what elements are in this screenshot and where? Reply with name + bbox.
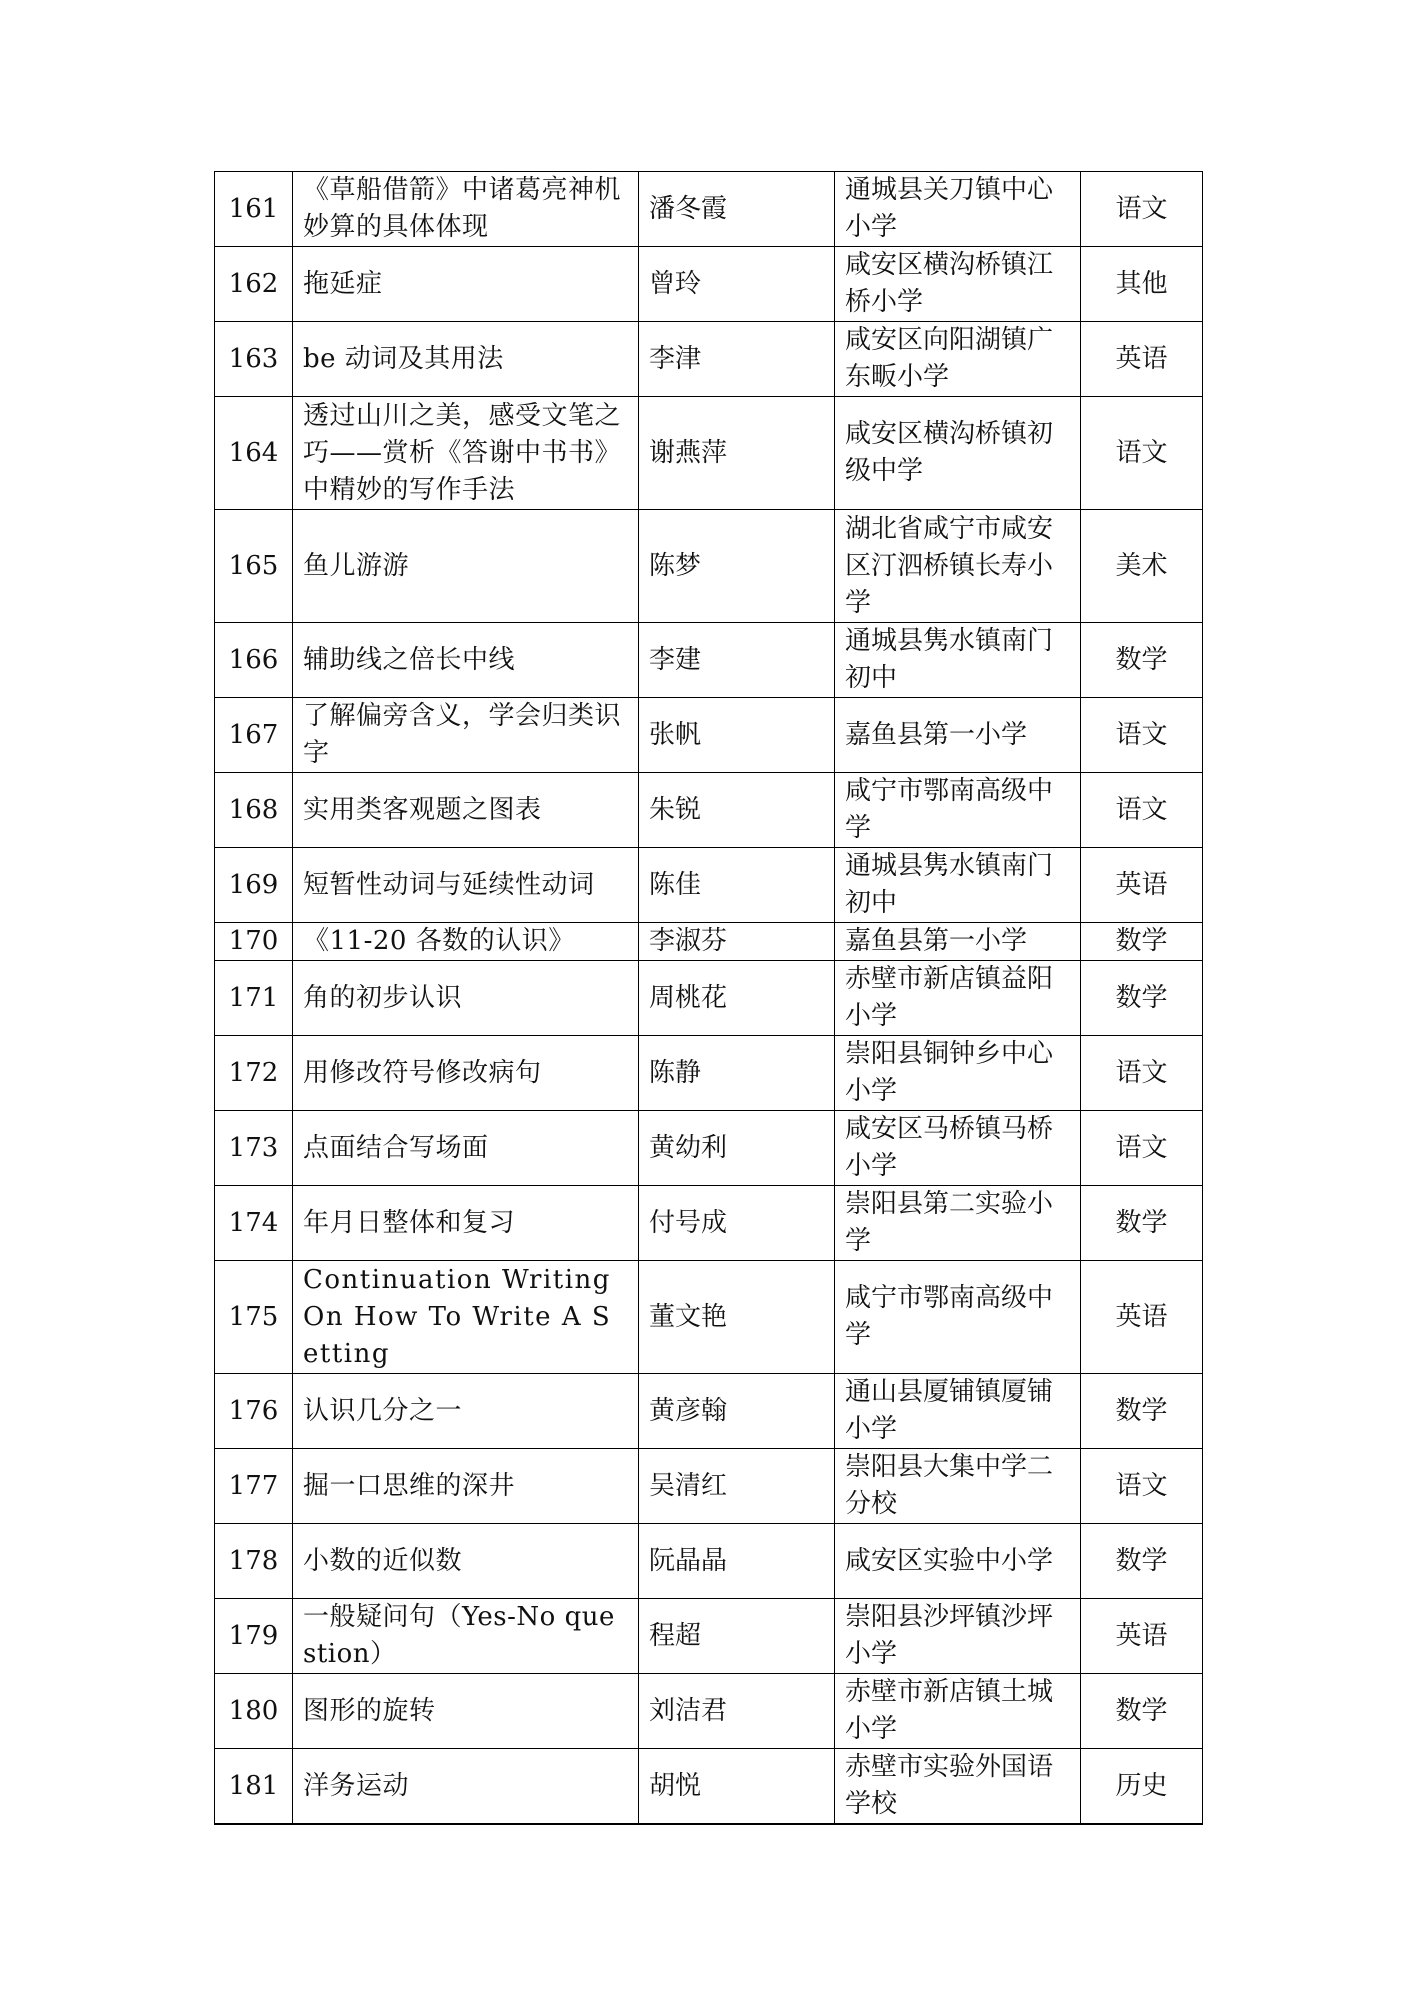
row-number-cell: 180: [215, 1674, 293, 1749]
table-row: [215, 1524, 1203, 1599]
teacher-name-cell: 阮晶晶: [639, 1524, 835, 1599]
subject-cell: 数学: [1081, 1374, 1203, 1449]
teacher-name-cell: 朱锐: [639, 773, 835, 848]
school-name-cell: 咸安区横沟桥镇初级中学: [835, 397, 1081, 510]
table-row: [215, 848, 1203, 923]
subject-cell: 英语: [1081, 1599, 1203, 1674]
teacher-name-cell: 周桃花: [639, 961, 835, 1036]
subject-cell: 历史: [1081, 1749, 1203, 1825]
course-title-cell: 短暂性动词与延续性动词: [293, 848, 639, 923]
table-row: [215, 322, 1203, 397]
school-name-cell: 赤壁市新店镇益阳小学: [835, 961, 1081, 1036]
row-number-cell: 168: [215, 773, 293, 848]
table-row: [215, 1674, 1203, 1749]
row-number-cell: 162: [215, 247, 293, 322]
row-number-cell: 178: [215, 1524, 293, 1599]
school-name-cell: 咸安区向阳湖镇广东畈小学: [835, 322, 1081, 397]
table-row: [215, 247, 1203, 322]
subject-cell: 英语: [1081, 1261, 1203, 1374]
course-title-cell: 《11-20 各数的认识》: [293, 923, 639, 961]
course-title-cell: 透过山川之美，感受文笔之巧——赏析《答谢中书书》中精妙的写作手法: [293, 397, 639, 510]
subject-cell: 数学: [1081, 923, 1203, 961]
course-title-cell: 《草船借箭》中诸葛亮神机妙算的具体体现: [293, 172, 639, 247]
row-number-cell: 163: [215, 322, 293, 397]
subject-cell: 语文: [1081, 1036, 1203, 1111]
teacher-name-cell: 李建: [639, 623, 835, 698]
table-body: [215, 172, 1203, 1825]
school-name-cell: 咸安区马桥镇马桥小学: [835, 1111, 1081, 1186]
row-number-cell: 173: [215, 1111, 293, 1186]
teacher-name-cell: 程超: [639, 1599, 835, 1674]
school-name-cell: 咸宁市鄂南高级中学: [835, 1261, 1081, 1374]
course-title-cell: 一般疑问句（Yes-No question）: [293, 1599, 639, 1674]
row-number-cell: 174: [215, 1186, 293, 1261]
subject-cell: 语文: [1081, 698, 1203, 773]
subject-cell: 语文: [1081, 1449, 1203, 1524]
subject-cell: 美术: [1081, 510, 1203, 623]
teacher-name-cell: 黄幼利: [639, 1111, 835, 1186]
row-number-cell: 181: [215, 1749, 293, 1825]
teacher-name-cell: 李淑芬: [639, 923, 835, 961]
school-name-cell: 湖北省咸宁市咸安区汀泗桥镇长寿小学: [835, 510, 1081, 623]
teacher-name-cell: 陈佳: [639, 848, 835, 923]
subject-cell: 数学: [1081, 1524, 1203, 1599]
subject-cell: 数学: [1081, 1674, 1203, 1749]
course-title-cell: be 动词及其用法: [293, 322, 639, 397]
table-row: [215, 961, 1203, 1036]
table-row: [215, 1186, 1203, 1261]
table-row: [215, 1749, 1203, 1825]
table-row: [215, 1599, 1203, 1674]
row-number-cell: 175: [215, 1261, 293, 1374]
teacher-name-cell: 董文艳: [639, 1261, 835, 1374]
row-number-cell: 161: [215, 172, 293, 247]
table-row: [215, 1261, 1203, 1374]
teacher-name-cell: 付号成: [639, 1186, 835, 1261]
course-title-cell: 了解偏旁含义，学会归类识字: [293, 698, 639, 773]
table-row: [215, 1374, 1203, 1449]
teacher-name-cell: 胡悦: [639, 1749, 835, 1825]
course-title-cell: Continuation Writing On How To Write A Setting: [293, 1261, 639, 1374]
school-name-cell: 通城县隽水镇南门初中: [835, 623, 1081, 698]
row-number-cell: 166: [215, 623, 293, 698]
table-row: [215, 172, 1203, 247]
table-row: [215, 698, 1203, 773]
school-name-cell: 崇阳县沙坪镇沙坪小学: [835, 1599, 1081, 1674]
subject-cell: 语文: [1081, 773, 1203, 848]
school-name-cell: 通山县厦铺镇厦铺小学: [835, 1374, 1081, 1449]
subject-cell: 语文: [1081, 1111, 1203, 1186]
subject-cell: 数学: [1081, 961, 1203, 1036]
course-title-cell: 年月日整体和复习: [293, 1186, 639, 1261]
table-row: [215, 397, 1203, 510]
school-name-cell: 崇阳县铜钟乡中心小学: [835, 1036, 1081, 1111]
course-title-cell: 点面结合写场面: [293, 1111, 639, 1186]
subject-cell: 数学: [1081, 623, 1203, 698]
teacher-name-cell: 陈梦: [639, 510, 835, 623]
subject-cell: 英语: [1081, 322, 1203, 397]
school-name-cell: 通城县关刀镇中心小学: [835, 172, 1081, 247]
row-number-cell: 170: [215, 923, 293, 961]
course-title-cell: 实用类客观题之图表: [293, 773, 639, 848]
row-number-cell: 171: [215, 961, 293, 1036]
course-title-cell: 鱼儿游游: [293, 510, 639, 623]
school-name-cell: 咸安区实验中小学: [835, 1524, 1081, 1599]
school-name-cell: 赤壁市新店镇土城小学: [835, 1674, 1081, 1749]
table-row: [215, 1111, 1203, 1186]
subject-cell: 语文: [1081, 172, 1203, 247]
teacher-name-cell: 潘冬霞: [639, 172, 835, 247]
row-number-cell: 167: [215, 698, 293, 773]
row-number-cell: 164: [215, 397, 293, 510]
row-number-cell: 176: [215, 1374, 293, 1449]
row-number-cell: 179: [215, 1599, 293, 1674]
school-name-cell: 崇阳县大集中学二分校: [835, 1449, 1081, 1524]
row-number-cell: 165: [215, 510, 293, 623]
row-number-cell: 177: [215, 1449, 293, 1524]
school-name-cell: 崇阳县第二实验小学: [835, 1186, 1081, 1261]
school-name-cell: 咸安区横沟桥镇江桥小学: [835, 247, 1081, 322]
table-row: [215, 1449, 1203, 1524]
teacher-name-cell: 曾玲: [639, 247, 835, 322]
teacher-name-cell: 刘洁君: [639, 1674, 835, 1749]
school-name-cell: 咸宁市鄂南高级中学: [835, 773, 1081, 848]
row-number-cell: 169: [215, 848, 293, 923]
teacher-name-cell: 黄彦翰: [639, 1374, 835, 1449]
course-title-cell: 角的初步认识: [293, 961, 639, 1036]
school-name-cell: 赤壁市实验外国语学校: [835, 1749, 1081, 1825]
course-table: [214, 171, 1203, 1825]
course-title-cell: 拖延症: [293, 247, 639, 322]
course-title-cell: 用修改符号修改病句: [293, 1036, 639, 1111]
subject-cell: 英语: [1081, 848, 1203, 923]
teacher-name-cell: 谢燕萍: [639, 397, 835, 510]
teacher-name-cell: 陈静: [639, 1036, 835, 1111]
course-title-cell: 认识几分之一: [293, 1374, 639, 1449]
course-title-cell: 图形的旋转: [293, 1674, 639, 1749]
teacher-name-cell: 张帆: [639, 698, 835, 773]
course-title-cell: 掘一口思维的深井: [293, 1449, 639, 1524]
course-title-cell: 洋务运动: [293, 1749, 639, 1825]
table-row: [215, 510, 1203, 623]
teacher-name-cell: 李津: [639, 322, 835, 397]
table-row: [215, 623, 1203, 698]
subject-cell: 语文: [1081, 397, 1203, 510]
school-name-cell: 通城县隽水镇南门初中: [835, 848, 1081, 923]
table-row: [215, 1036, 1203, 1111]
table-row: [215, 923, 1203, 961]
row-number-cell: 172: [215, 1036, 293, 1111]
subject-cell: 其他: [1081, 247, 1203, 322]
subject-cell: 数学: [1081, 1186, 1203, 1261]
table-row: [215, 773, 1203, 848]
course-title-cell: 小数的近似数: [293, 1524, 639, 1599]
teacher-name-cell: 吴清红: [639, 1449, 835, 1524]
school-name-cell: 嘉鱼县第一小学: [835, 923, 1081, 961]
school-name-cell: 嘉鱼县第一小学: [835, 698, 1081, 773]
course-title-cell: 辅助线之倍长中线: [293, 623, 639, 698]
